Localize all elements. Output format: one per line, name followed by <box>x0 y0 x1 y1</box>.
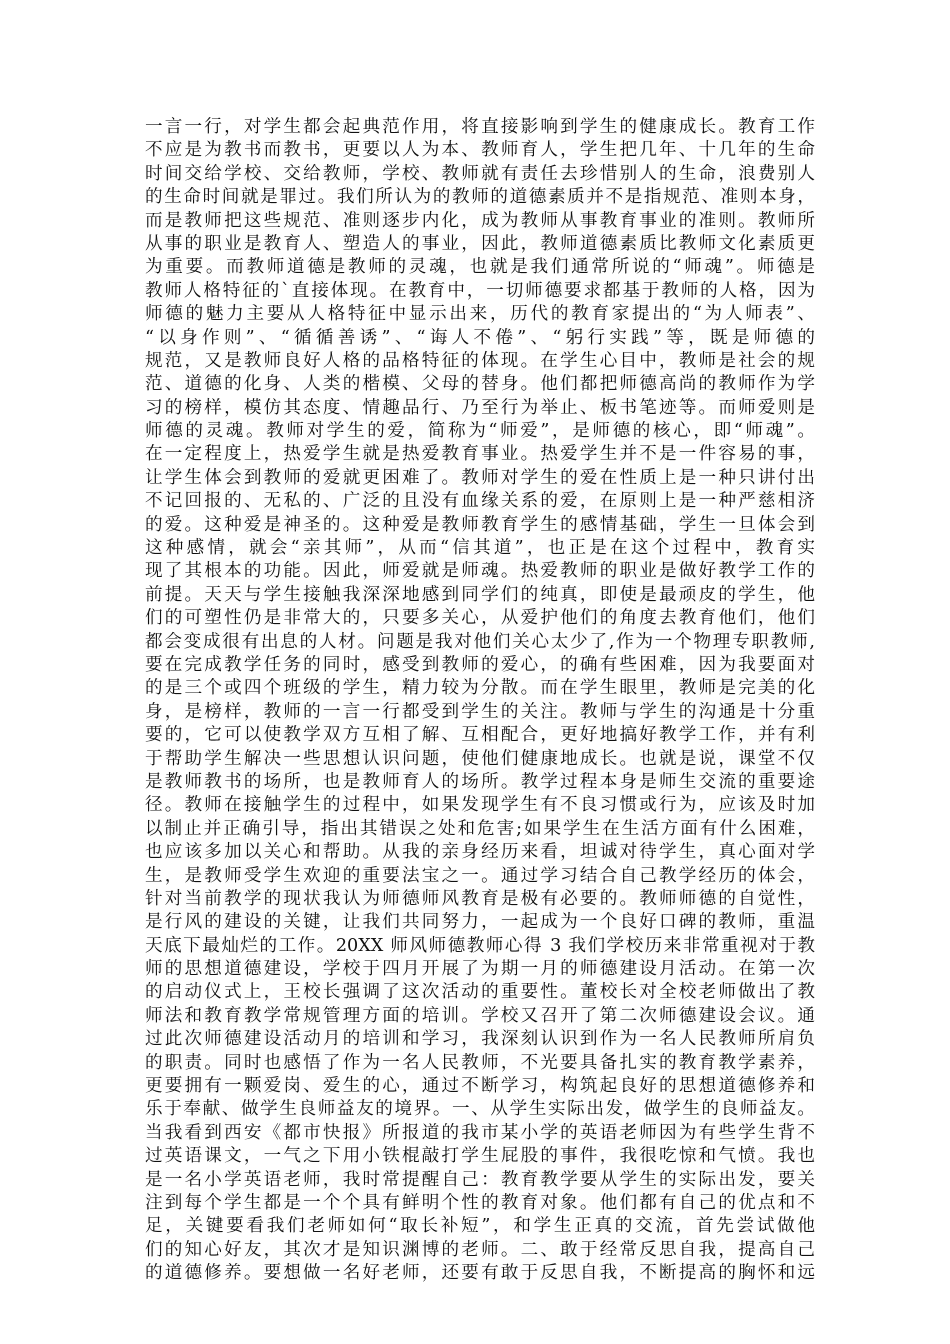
text-line: 规范，又是教师良好人格的品格特征的体现。在学生心目中，教师是社会的规 <box>145 350 815 371</box>
text-line: 为重要。而教师道德是教师的灵魂，也就是我们通常所说的“师魂”。师德是 <box>145 257 815 278</box>
body-text <box>145 116 815 1286</box>
text-line: 要的，它可以使教学双方互相了解、互相配合，更好地搞好教学工作，并有利 <box>145 725 815 746</box>
text-line: 足，关键要看我们老师如何“取长补短”，和学生正真的交流，首先尝试做他 <box>145 1216 815 1237</box>
text-line: 针对当前教学的现状我认为师德师风教育是极有必要的。教师师德的自觉性， <box>145 888 815 909</box>
text-line: 的职责。同时也感悟了作为一名人民教师，不光要具备扎实的教育教学素养， <box>145 1052 815 1073</box>
text-line: 生，是教师受学生欢迎的重要法宝之一。通过学习结合自己教学经历的体会， <box>145 865 815 886</box>
text-line: 教师人格特征的`直接体现。在教育中，一切师德要求都基于教师的人格，因为 <box>145 280 815 301</box>
text-line: 注到每个学生都是一个个具有鲜明个性的教育对象。他们都有自己的优点和不 <box>145 1192 815 1213</box>
text-line: 范、道德的化身、人类的楷模、父母的替身。他们都把师德高尚的教师作为学 <box>145 374 815 395</box>
text-line: 是教师教书的场所，也是教师育人的场所。教学过程本身是师生交流的重要途 <box>145 771 815 792</box>
text-line: 的是三个或四个班级的学生，精力较为分散。而在学生眼里，教师是完美的化 <box>145 678 815 699</box>
text-line: 师法和教育教学常规管理方面的培训。学校又召开了第二次师德建设会议。通 <box>145 1005 815 1026</box>
text-line: 在一定程度上，热爱学生就是热爱教育事业。热爱学生并不是一件容易的事， <box>145 444 815 465</box>
text-line: 前提。天天与学生接触我深深地感到同学们的纯真，即使是最顽皮的学生，他 <box>145 584 815 605</box>
text-line: 一言一行，对学生都会起典范作用，将直接影响到学生的健康成长。教育工作 <box>145 117 815 137</box>
text-line: 也应该多加以关心和帮助。从我的亲身经历来看，坦诚对待学生，真心面对学 <box>145 842 815 863</box>
text-line: 天底下最灿烂的工作。20XX 师风师德教师心得 3 我们学校历来非常重视对于教 <box>145 935 815 956</box>
text-line: 乐于奉献、做学生良师益友的境界。一、从学生实际出发，做学生的良师益友。 <box>145 1099 815 1120</box>
text-line: 以制止并正确引导，指出其错误之处和危害;如果学生在生活方面有什么困难， <box>145 818 815 839</box>
text-line: 这种感情，就会“亲其师”，从而“信其道”，也正是在这个过程中，教育实 <box>145 538 815 559</box>
text-line: “以身作则”、“循循善诱”、“诲人不倦”、“躬行实践”等，既是师德的 <box>145 327 815 348</box>
text-line: 师德的灵魂。教师对学生的爱，简称为“师爱”，是师德的核心，即“师魂”。 <box>145 421 815 442</box>
text-line: 都会变成很有出息的人材。问题是我对他们关心太少了,作为一个物理专职教师, <box>145 631 815 652</box>
text-line: 当我看到西安《都市快报》所报道的我市某小学的英语老师因为有些学生背不 <box>145 1122 815 1143</box>
text-line: 更要拥有一颗爱岗、爱生的心，通过不断学习，构筑起良好的思想道德修养和 <box>145 1076 815 1097</box>
text-line: 不应是为教书而教书，更要以人为本、教师育人，学生把几年、十几年的生命 <box>145 140 815 161</box>
text-line: 时间交给学校、交给教师，学校、教师就有责任去珍惜别人的生命，浪费别人 <box>145 163 815 184</box>
text-line: 而是教师把这些规范、准则逐步内化，成为教师从事教育事业的准则。教师所 <box>145 210 815 231</box>
text-line: 的爱。这种爱是神圣的。这种爱是教师教育学生的感情基础，学生一旦体会到 <box>145 514 815 535</box>
text-line: 让学生体会到教师的爱就更困难了。教师对学生的爱在性质上是一种只讲付出 <box>145 467 815 488</box>
text-line: 们的知心好友，其次才是知识渊博的老师。二、敢于经常反思自我，提高自己 <box>145 1239 815 1260</box>
text-line: 径。教师在接触学生的过程中，如果发现学生有不良习惯或行为，应该及时加 <box>145 795 815 816</box>
text-line: 过此次师德建设活动月的培训和学习，我深刻认识到作为一名人民教师所肩负 <box>145 1029 815 1050</box>
text-line: 是行风的建设的关键，让我们共同努力，一起成为一个良好口碑的教师，重温 <box>145 912 815 933</box>
text-line: 是一名小学英语老师，我时常提醒自己：教育教学要从学生的实际出发，要关 <box>145 1169 815 1190</box>
text-line: 习的榜样，模仿其态度、情趣品行、乃至行为举止、板书笔迹等。而师爱则是 <box>145 397 815 418</box>
text-line: 的生命时间就是罪过。我们所认为的教师的道德素质并不是指规范、准则本身， <box>145 187 815 208</box>
text-line: 于帮助学生解决一些思想认识问题，使他们健康地成长。也就是说，课堂不仅 <box>145 748 815 769</box>
text-line: 过英语课文，一气之下用小铁棍敲打学生屁股的事件，我很吃惊和气愤。我也 <box>145 1146 815 1167</box>
text-line: 要在完成教学任务的同时，感受到教师的爱心，的确有些困难，因为我要面对 <box>145 654 815 675</box>
text-line: 师的思想道德建设，学校于四月开展了为期一月的师德建设月活动。在第一次 <box>145 959 815 980</box>
text-line: 不记回报的、无私的、广泛的且没有血缘关系的爱，在原则上是一种严慈相济 <box>145 491 815 512</box>
text-line: 的启动仪式上，王校长强调了这次活动的重要性。董校长对全校老师做出了教 <box>145 982 815 1003</box>
text-line: 们的可塑性仍是非常大的，只要多关心，从爱护他们的角度去教育他们，他们 <box>145 608 815 629</box>
text-line: 的道德修养。要想做一名好老师，还要有敢于反思自我，不断提高的胸怀和远 <box>145 1263 815 1284</box>
text-line: 从事的职业是教育人、塑造人的事业，因此，教师道德素质比教师文化素质更 <box>145 233 815 254</box>
text-line: 现了其根本的功能。因此，师爱就是师魂。热爱教师的职业是做好教学工作的 <box>145 561 815 582</box>
text-line: 师德的魅力主要从人格特征中显示出来，历代的教育家提出的“为人师表”、 <box>145 304 815 325</box>
text-line: 身，是榜样，教师的一言一行都受到学生的关注。教师与学生的沟通是十分重 <box>145 701 815 722</box>
